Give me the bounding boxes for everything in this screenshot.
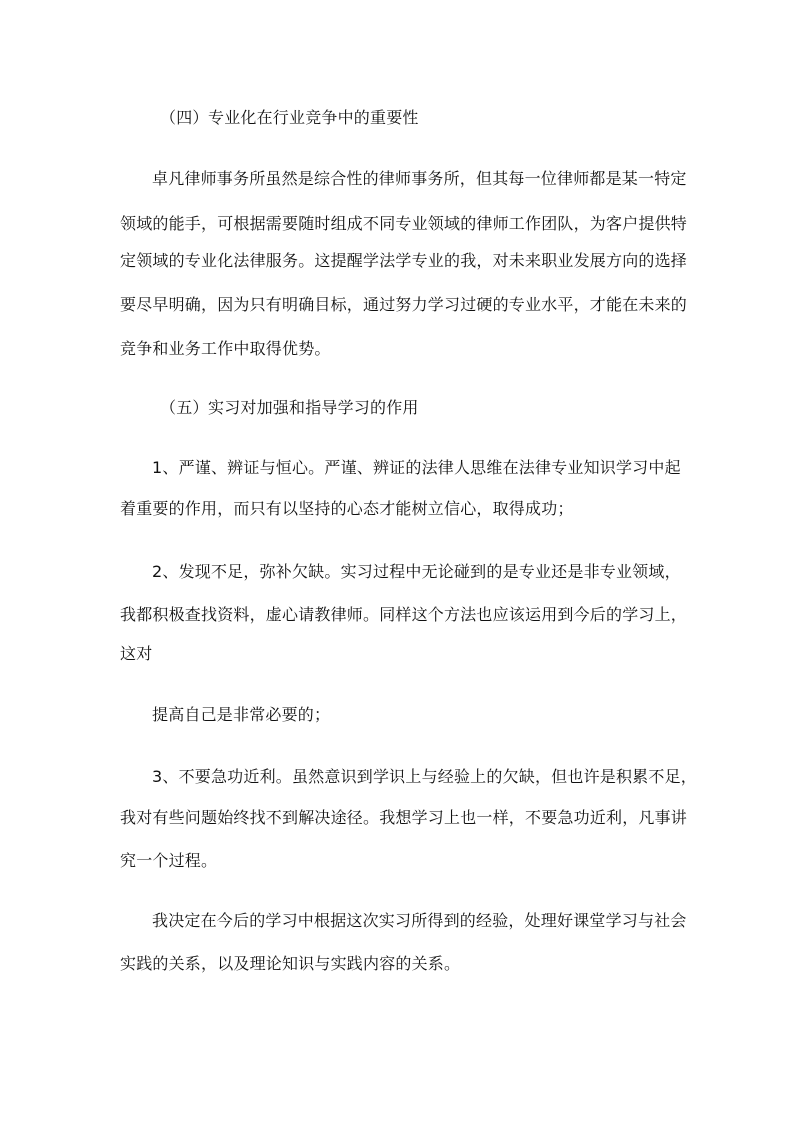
section-4-number: （四）: [160, 108, 209, 127]
section-4-heading: [160, 107, 419, 129]
section-5-number: （五）: [160, 398, 209, 417]
item-2-line-1: 2、发现不足，弥补欠缺。实习过程中无论碰到的是专业还是非专业领域，: [152, 562, 681, 581]
section-4-paragraph-line-1: 卓凡律师事务所虽然是综合性的律师事务所，但其每一位律师都是某一特定: [152, 169, 687, 188]
section-4-paragraph-line-5: 竞争和业务工作中取得优势。: [120, 339, 331, 358]
conclusion-line-1: 我决定在今后的学习中根据这次实习所得到的经验，处理好课堂学习与社会: [152, 911, 687, 930]
item-2-line-2: 我都积极查找资料，虚心请教律师。同样这个方法也应该运用到今后的学习上，: [120, 605, 688, 624]
item-2-continuation: 提高自己是非常必要的；: [152, 705, 331, 724]
item-2-line-3: 这对: [120, 644, 153, 663]
section-4-paragraph-line-2: 领域的能手，可根据需要随时组成不同专业领域的律师工作团队，为客户提供特: [120, 214, 688, 233]
conclusion-line-2: 实践的关系，以及理论知识与实践内容的关系。: [120, 954, 461, 973]
item-3-line-1: 3、不要急功近利。虽然意识到学识上与经验上的欠缺，但也许是积累不足，: [152, 767, 697, 786]
section-4-paragraph-line-4: 要尽早明确，因为只有明确目标，通过努力学习过硬的专业水平，才能在未来的: [120, 295, 688, 314]
section-5-heading: [160, 397, 419, 419]
item-1-line-1: 1、严谨、辨证与恒心。严谨、辨证的法律人思维在法律专业知识学习中起: [152, 458, 681, 477]
item-3-line-2: 我对有些问题始终找不到解决途径。我想学习上也一样，不要急功近利，凡事讲: [120, 808, 688, 827]
item-3-line-3: 究一个过程。: [120, 851, 218, 870]
section-4-paragraph-line-3: 定领域的专业化法律服务。这提醒学法学专业的我，对未来职业发展方向的选择: [120, 251, 688, 270]
item-1-line-2: 着重要的作用，而只有以坚持的心态才能树立信心，取得成功；: [120, 499, 574, 518]
section-4-title: 专业化在行业竞争中的重要性: [208, 108, 419, 127]
section-5-title: 实习对加强和指导学习的作用: [208, 398, 419, 417]
